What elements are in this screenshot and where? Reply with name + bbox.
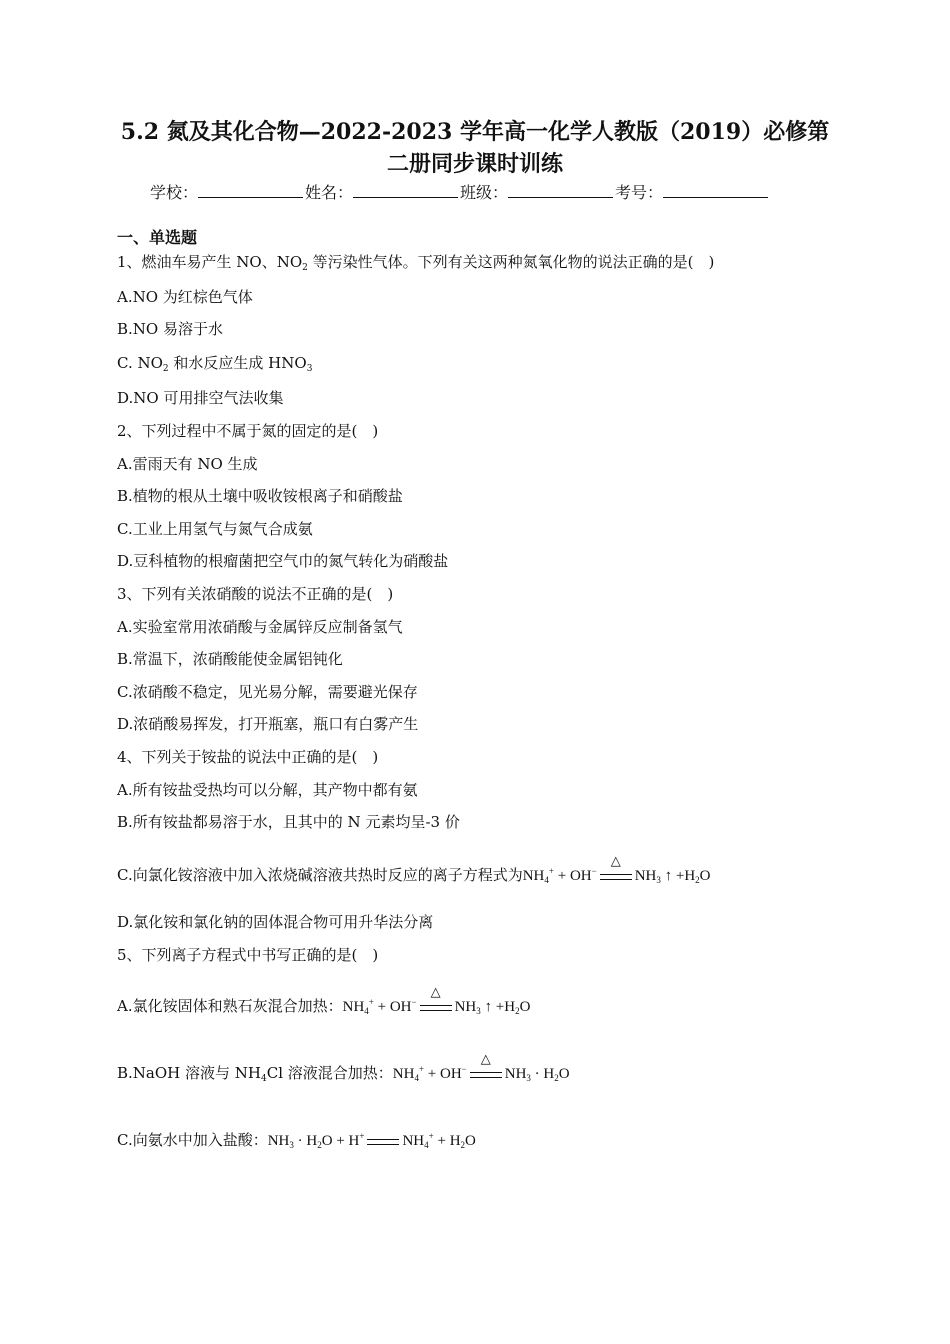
section-title: 一、单选题	[117, 228, 198, 247]
question-2-option-d: D.豆科植物的根瘤菌把空气巾的氮气转化为硝酸盐	[117, 552, 449, 570]
question-2-option-c: C.工业上用氢气与氮气合成氨	[117, 520, 313, 538]
question-4-stem: 4、下列关于铵盐的说法中正确的是( )	[117, 748, 379, 766]
question-3-option-d: D.浓硝酸易挥发，打开瓶塞，瓶口有白雾产生	[117, 715, 419, 733]
class-blank[interactable]	[508, 183, 613, 198]
equation: $NH_4^+ + OH^-$ △ $NH_3$ ↑ $+H_2O$	[522, 852, 711, 885]
question-2-option-a: A.雷雨天有 NO 生成	[117, 455, 258, 473]
question-1-option-d: D.NO 可用排空气法收集	[117, 389, 284, 407]
school-blank[interactable]	[198, 183, 303, 198]
question-3-option-c: C.浓硝酸不稳定，见光易分解，需要避光保存	[117, 683, 418, 701]
question-3-option-b: B.常温下，浓硝酸能使金属铝钝化	[117, 650, 343, 668]
question-2-option-b: B.植物的根从土壤中吸收铵根离子和硝酸盐	[117, 487, 403, 505]
question-2-stem: 2、下列过程中不属于氮的固定的是( )	[117, 422, 379, 440]
student-info-fields	[150, 180, 770, 203]
heat-triangle-icon: △	[480, 1050, 491, 1066]
question-1-stem: 1、燃油车易产生 NO、$NO_2$ 等污染性气体。下列有关这两种氮氧化物的说法正确的是( )	[117, 253, 715, 273]
equals-sign	[367, 1139, 399, 1145]
heating-equals-sign	[420, 983, 452, 1011]
question-4-option-c: C.向氯化铵溶液中加入浓烧碱溶液共热时反应的离子方程式为$NH_4^+ + OH^-$ △ $NH_3$ ↑ $+H_2O$	[117, 852, 711, 885]
equation: $NH_4^+ + OH^-$ △ $NH_3$ ↑ $+H_2O$	[342, 983, 531, 1016]
name-label: 姓名：	[305, 183, 354, 202]
question-4-option-d: D.氯化铵和氯化钠的固体混合物可用升华法分离	[117, 913, 434, 931]
exam-number-blank[interactable]	[663, 183, 768, 198]
name-blank[interactable]	[353, 183, 458, 198]
question-5-option-c: C.向氨水中加入盐酸：$NH_3 \cdot H_2O + H^+$ $NH_4^+ + H_2O$	[117, 1131, 476, 1150]
question-1-option-c: C. $NO_2$ 和水反应生成 $HNO_3$	[117, 354, 313, 374]
question-5-option-a: A.氯化铵固体和熟石灰混合加热：$NH_4^+ + OH^-$ △ $NH_3$ ↑ $+H_2O$	[117, 983, 531, 1016]
heat-triangle-icon: △	[610, 852, 621, 868]
question-3-stem: 3、下列有关浓硝酸的说法不正确的是( )	[117, 585, 394, 603]
heating-equals-sign	[600, 852, 632, 880]
heating-equals-sign	[470, 1050, 502, 1078]
question-4-option-b: B.所有铵盐都易溶于水，且其中的 N 元素均呈-3 价	[117, 813, 460, 831]
equation: $NH_3 \cdot H_2O + H^+$ $NH_4^+ + H_2O$	[267, 1131, 476, 1150]
question-3-option-a: A.实验室常用浓硝酸与金属锌反应制备氢气	[117, 618, 403, 636]
equation: $NH_4^+ + OH^-$ △ $NH_3 \cdot H_2O$	[392, 1050, 570, 1083]
exam-number-label: 考号：	[615, 183, 664, 202]
gas-up-arrow-icon: ↑	[484, 999, 492, 1015]
question-1-option-b: B.NO 易溶于水	[117, 320, 223, 338]
question-4-option-a: A.所有铵盐受热均可以分解，其产物中都有氨	[117, 781, 418, 799]
page-title-line-2: 二册同步课时训练	[386, 151, 563, 177]
gas-up-arrow-icon: ↑	[664, 868, 673, 884]
heat-triangle-icon: △	[430, 983, 441, 999]
school-label: 学校：	[150, 183, 199, 202]
class-label: 班级：	[460, 183, 509, 202]
question-5-stem: 5、下列离子方程式中书写正确的是( )	[117, 946, 379, 964]
page-title-line-1: 5.2 氮及其化合物—2022-2023 学年高一化学人教版（2019）必修第	[120, 119, 830, 145]
question-5-option-b: B.NaOH 溶液与 $NH_4Cl$ 溶液混合加热：$NH_4^+ + OH^-$ △ $NH_3 \cdot H_2O$	[117, 1050, 570, 1084]
question-1-option-a: A.NO 为红棕色气体	[117, 288, 253, 306]
